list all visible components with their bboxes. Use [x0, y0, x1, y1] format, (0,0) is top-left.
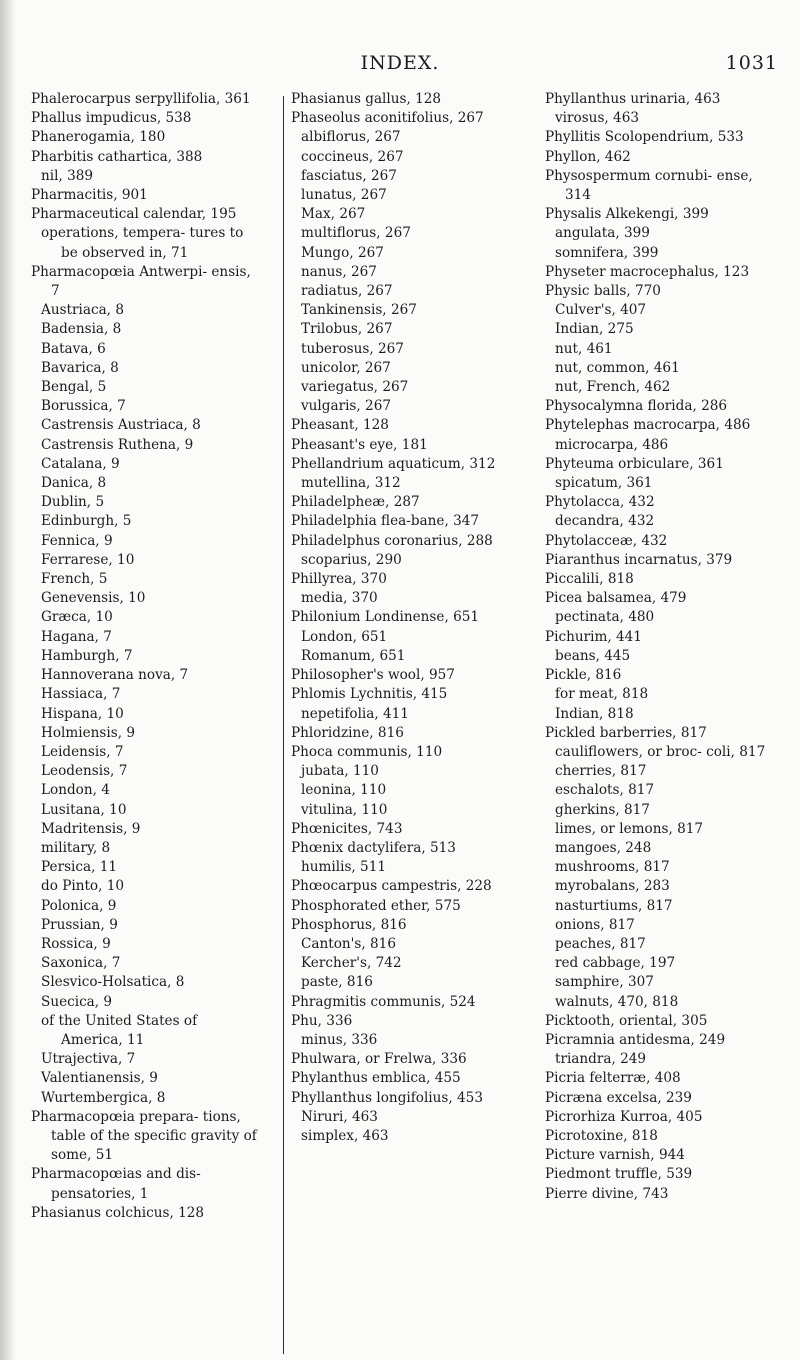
index-subentry: Danica, 8 — [41, 475, 107, 492]
index-entry: Phu, 336 — [291, 1012, 353, 1029]
index-subentry: microcarpa, 486 — [555, 436, 669, 453]
index-entry: Pheasant's eye, 181 — [291, 436, 428, 453]
index-subentry: decandra, 432 — [555, 513, 655, 530]
index-subentry: variegatus, 267 — [301, 379, 409, 396]
index-subentry: operations, tempera- tures to be observed in, 71 — [41, 225, 244, 261]
index-subentry: walnuts, 470, 818 — [555, 993, 679, 1010]
index-subentry: Castrensis Ruthena, 9 — [41, 436, 194, 453]
index-subentry: Batava, 6 — [41, 340, 106, 357]
index-subentry: Rossica, 9 — [41, 935, 111, 952]
index-subentry: red cabbage, 197 — [555, 955, 676, 972]
index-subentry: multiflorus, 267 — [301, 225, 411, 242]
index-subentry: gherkins, 817 — [555, 801, 650, 818]
index-entry: Phulwara, or Frelwa, 336 — [291, 1051, 467, 1068]
index-subentry: Valentianensis, 9 — [41, 1070, 158, 1087]
index-subentry: somnifera, 399 — [555, 244, 659, 261]
index-subentry: nut, French, 462 — [555, 379, 671, 396]
index-subentry: Kercher's, 742 — [301, 955, 402, 972]
index-column-2 — [291, 90, 517, 1146]
index-subentry: Holmiensis, 9 — [41, 724, 136, 741]
index-entry: Physospermum cornubi- ense, 314 — [545, 167, 753, 204]
index-subentry: fasciatus, 267 — [301, 167, 397, 184]
page-spine-shadow — [0, 0, 16, 1360]
index-entry: Picrorhiza Kurroa, 405 — [545, 1108, 703, 1125]
index-entry: Phaseolus aconitifolius, 267 — [291, 110, 484, 127]
index-entry: Piccalili, 818 — [545, 571, 634, 588]
index-subentry: of the United States of America, 11 — [41, 1012, 198, 1048]
index-subentry: peaches, 817 — [555, 935, 646, 952]
index-subentry: Trilobus, 267 — [301, 321, 393, 338]
index-subentry: beans, 445 — [555, 647, 631, 664]
index-subentry: Hispana, 10 — [41, 705, 124, 722]
index-subentry: Græca, 10 — [41, 609, 113, 626]
index-entry: Philadelpheæ, 287 — [291, 494, 420, 511]
index-subentry: tuberosus, 267 — [301, 340, 404, 357]
index-subentry: radiatus, 267 — [301, 283, 393, 300]
index-subentry: Persica, 11 — [41, 859, 118, 876]
index-subentry: mushrooms, 817 — [555, 859, 670, 876]
index-subentry: Bengal, 5 — [41, 379, 107, 396]
index-entry: Phasianus gallus, 128 — [291, 91, 442, 107]
index-subentry: vulgaris, 267 — [301, 398, 391, 415]
index-subentry: Ferrarese, 10 — [41, 551, 135, 568]
index-entry: Phosphorus, 816 — [291, 916, 407, 933]
index-entry: Phloridzine, 816 — [291, 724, 404, 741]
index-subentry: mangoes, 248 — [555, 839, 652, 856]
index-entry: Pichurim, 441 — [545, 628, 642, 645]
index-entry: Phyllon, 462 — [545, 148, 631, 165]
index-entry: Picrotoxine, 818 — [545, 1127, 658, 1144]
index-entry: Phragmitis communis, 524 — [291, 993, 476, 1010]
index-subentry: limes, or lemons, 817 — [555, 820, 704, 837]
index-entry: Phytolacceæ, 432 — [545, 532, 668, 549]
index-entry: Piedmont truffle, 539 — [545, 1166, 693, 1183]
index-entry: Pheasant, 128 — [291, 417, 389, 434]
index-entry: Phœocarpus campestris, 228 — [291, 878, 492, 895]
index-subentry: Leidensis, 7 — [41, 743, 124, 760]
index-subentry: London, 651 — [301, 628, 388, 645]
index-subentry: Canton's, 816 — [301, 935, 396, 952]
index-subentry: jubata, 110 — [301, 763, 379, 780]
page-title: INDEX. — [360, 52, 440, 74]
index-entry: Picramnia antidesma, 249 — [545, 1031, 726, 1048]
index-subentry: humilis, 511 — [301, 859, 387, 876]
index-subentry: angulata, 399 — [555, 225, 650, 242]
index-subentry: mutellina, 312 — [301, 475, 401, 492]
page-number: 1031 — [725, 52, 778, 74]
index-subentry: nil, 389 — [41, 167, 94, 184]
index-subentry: leonina, 110 — [301, 782, 387, 799]
index-subentry: minus, 336 — [301, 1031, 378, 1048]
index-entry: Phallus impudicus, 538 — [31, 110, 192, 127]
index-subentry: coccineus, 267 — [301, 148, 404, 165]
index-subentry: cherries, 817 — [555, 763, 647, 780]
index-subentry: Lusitana, 10 — [41, 801, 127, 818]
index-entry: Phasianus colchicus, 128 — [31, 1204, 205, 1221]
index-subentry: Indian, 818 — [555, 705, 634, 722]
index-entry: Pickle, 816 — [545, 667, 622, 684]
index-entry: Pharmacopœia Antwerpi- ensis, 7 — [31, 263, 251, 300]
index-subentry: French, 5 — [41, 571, 108, 588]
index-entry: Phlomis Lychnitis, 415 — [291, 686, 448, 703]
index-entry: Physic balls, 770 — [545, 283, 661, 300]
index-subentry: Hassiaca, 7 — [41, 686, 121, 703]
index-subentry: myrobalans, 283 — [555, 878, 670, 895]
index-subentry: nut, common, 461 — [555, 359, 680, 376]
index-entry: Pierre divine, 743 — [545, 1185, 669, 1202]
index-entry: Phalerocarpus serpyllifolia, 361 — [31, 91, 251, 107]
index-entry: Philosopher's wool, 957 — [291, 667, 455, 684]
index-subentry: nanus, 267 — [301, 263, 377, 280]
index-entry: Piaranthus incarnatus, 379 — [545, 551, 733, 568]
index-subentry: Max, 267 — [301, 206, 366, 223]
index-entry: Phytelephas macrocarpa, 486 — [545, 417, 751, 434]
index-entry: Phoca communis, 110 — [291, 743, 443, 760]
index-subentry: Utrajectiva, 7 — [41, 1051, 136, 1068]
index-subentry: Slesvico-Holsatica, 8 — [41, 974, 185, 991]
index-entry: Pharmacopœia prepara- tions, table of the specific gravity of some, 51 — [31, 1108, 257, 1164]
index-subentry: Culver's, 407 — [555, 302, 647, 319]
index-subentry: Tankinensis, 267 — [301, 302, 417, 319]
index-subentry: paste, 816 — [301, 974, 373, 991]
index-subentry: unicolor, 267 — [301, 359, 391, 376]
index-subentry: Borussica, 7 — [41, 398, 126, 415]
index-subentry: Niruri, 463 — [301, 1108, 378, 1125]
index-entry: Pharmacopœias and dis- pensatories, 1 — [31, 1166, 201, 1202]
index-subentry: Edinburgh, 5 — [41, 513, 132, 530]
index-subentry: media, 370 — [301, 590, 378, 607]
index-subentry: Catalana, 9 — [41, 455, 120, 472]
index-subentry: lunatus, 267 — [301, 187, 387, 204]
index-subentry: military, 8 — [41, 839, 111, 856]
index-subentry: virosus, 463 — [555, 110, 640, 127]
index-subentry: scoparius, 290 — [301, 551, 402, 568]
index-subentry: spicatum, 361 — [555, 475, 653, 492]
index-entry: Philadelphus coronarius, 288 — [291, 532, 493, 549]
running-header — [0, 52, 800, 82]
index-subentry: onions, 817 — [555, 916, 635, 933]
index-subentry: for meat, 818 — [555, 686, 649, 703]
index-entry: Pharbitis cathartica, 388 — [31, 148, 203, 165]
index-entry: Phyllanthus longifolius, 453 — [291, 1089, 483, 1106]
index-entry: Phillyrea, 370 — [291, 571, 387, 588]
index-subentry: Badensia, 8 — [41, 321, 122, 338]
index-subentry: simplex, 463 — [301, 1127, 389, 1144]
index-subentry: nepetifolia, 411 — [301, 705, 409, 722]
index-subentry: nut, 461 — [555, 340, 613, 357]
index-entry: Phyllanthus urinaria, 463 — [545, 91, 721, 107]
index-entry: Phylanthus emblica, 455 — [291, 1070, 461, 1087]
index-entry: Picture varnish, 944 — [545, 1147, 685, 1164]
index-subentry: Romanum, 651 — [301, 647, 406, 664]
index-subentry: cauliflowers, or broc- coli, 817 — [555, 743, 766, 760]
index-entry: Philadelphia flea-bane, 347 — [291, 513, 480, 530]
index-entry: Phytolacca, 432 — [545, 494, 655, 511]
index-entry: Picræna excelsa, 239 — [545, 1089, 692, 1106]
index-subentry: Saxonica, 7 — [41, 955, 121, 972]
index-subentry: Hagana, 7 — [41, 628, 112, 645]
index-subentry: Austriaca, 8 — [41, 302, 124, 319]
index-subentry: Hannoverana nova, 7 — [41, 667, 189, 684]
index-subentry: Leodensis, 7 — [41, 763, 128, 780]
index-subentry: Hamburgh, 7 — [41, 647, 133, 664]
index-subentry: Mungo, 267 — [301, 244, 384, 261]
index-entry: Philonium Londinense, 651 — [291, 609, 480, 626]
index-subentry: vitulina, 110 — [301, 801, 388, 818]
index-subentry: Dublin, 5 — [41, 494, 105, 511]
index-entry: Phœnix dactylifera, 513 — [291, 839, 456, 856]
index-entry: Pharmacitis, 901 — [31, 187, 148, 204]
index-subentry: Fennica, 9 — [41, 532, 113, 549]
index-subentry: London, 4 — [41, 782, 110, 799]
index-subentry: do Pinto, 10 — [41, 878, 125, 895]
index-entry: Phellandrium aquaticum, 312 — [291, 455, 496, 472]
index-entry: Picktooth, oriental, 305 — [545, 1012, 708, 1029]
index-column-1 — [31, 90, 257, 1223]
index-subentry: pectinata, 480 — [555, 609, 655, 626]
index-entry: Phœnicites, 743 — [291, 820, 403, 837]
index-entry: Picria felterræ, 408 — [545, 1070, 681, 1087]
index-entry: Phosphorated ether, 575 — [291, 897, 461, 914]
index-entry: Physalis Alkekengi, 399 — [545, 206, 709, 223]
index-subentry: Wurtembergica, 8 — [41, 1089, 166, 1106]
index-entry: Phyteuma orbiculare, 361 — [545, 455, 724, 472]
index-subentry: triandra, 249 — [555, 1051, 647, 1068]
index-subentry: Polonica, 9 — [41, 897, 117, 914]
index-subentry: eschalots, 817 — [555, 782, 655, 799]
index-entry: Pickled barberries, 817 — [545, 724, 707, 741]
index-entry: Pharmaceutical calendar, 195 — [31, 206, 237, 223]
index-subentry: Castrensis Austriaca, 8 — [41, 417, 201, 434]
index-subentry: Indian, 275 — [555, 321, 634, 338]
index-subentry: albiflorus, 267 — [301, 129, 401, 146]
column-rule — [283, 96, 284, 1354]
index-subentry: nasturtiums, 817 — [555, 897, 673, 914]
index-subentry: Madritensis, 9 — [41, 820, 141, 837]
index-entry: Phanerogamia, 180 — [31, 129, 166, 146]
index-entry: Physeter macrocephalus, 123 — [545, 263, 750, 280]
index-subentry: samphire, 307 — [555, 974, 654, 991]
index-entry: Phyllitis Scolopendrium, 533 — [545, 129, 744, 146]
index-entry: Physocalymna florida, 286 — [545, 398, 728, 415]
index-subentry: Bavarica, 8 — [41, 359, 119, 376]
index-subentry: Suecica, 9 — [41, 993, 113, 1010]
index-column-3 — [545, 90, 771, 1204]
index-subentry: Prussian, 9 — [41, 916, 118, 933]
index-entry: Picea balsamea, 479 — [545, 590, 687, 607]
index-subentry: Genevensis, 10 — [41, 590, 146, 607]
